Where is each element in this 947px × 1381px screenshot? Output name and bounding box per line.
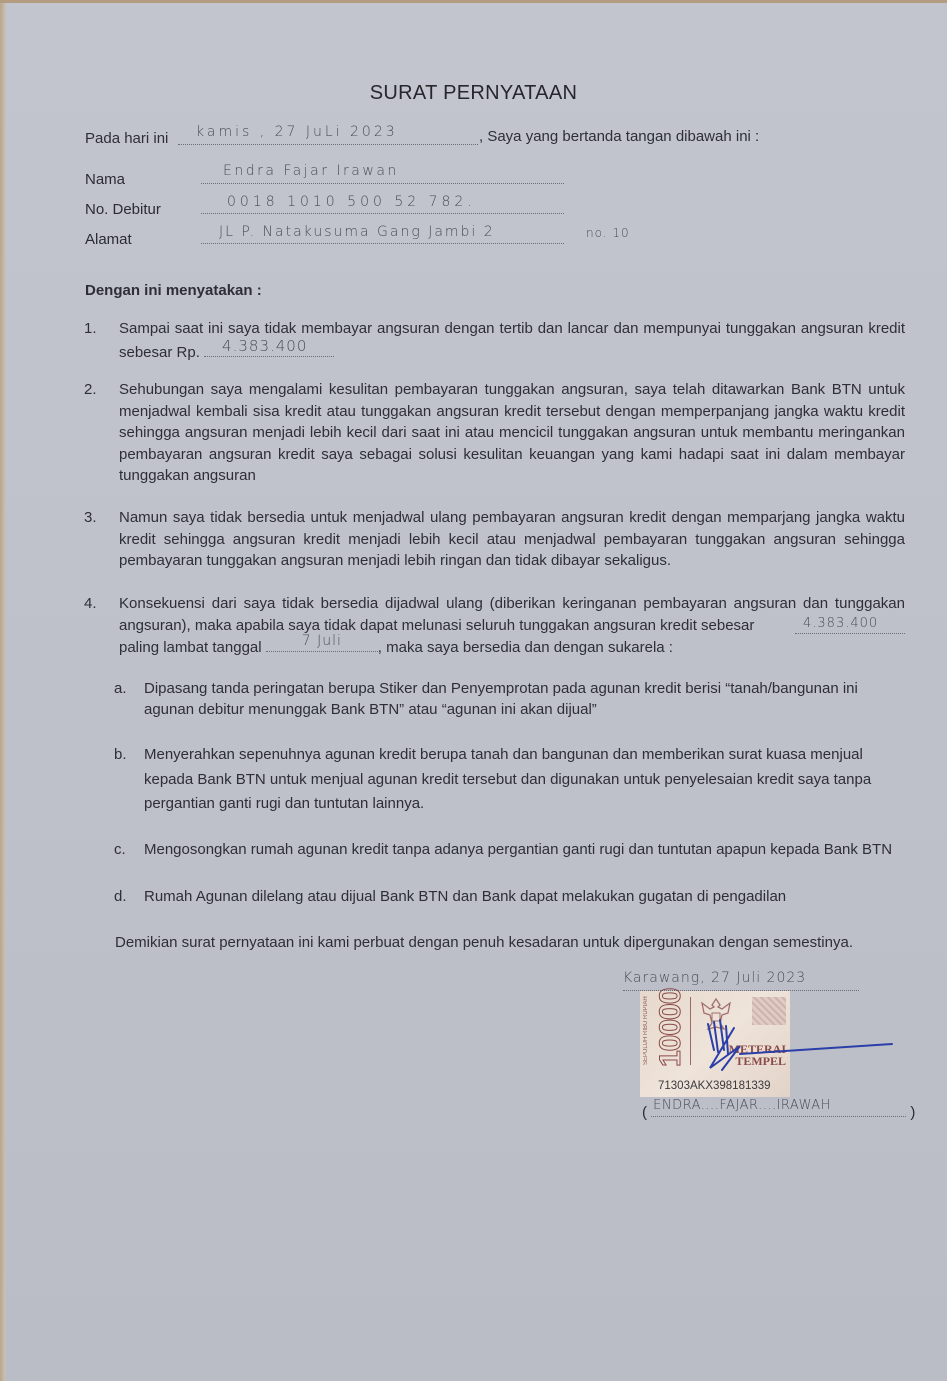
- field-alamat-value: JL P. Natakusuma Gang Jambi 2: [219, 224, 495, 240]
- deadline-handwritten: 7 Juli: [301, 633, 342, 649]
- item-line: menjadwal kembali sisa kredit atau tunggakan angsuran kredit tersebut dengan memperpanjang jangka waktu kredit: [119, 402, 905, 420]
- consequence-item-a: [114, 678, 904, 720]
- stamp-value: 10000: [654, 988, 687, 1067]
- amount-field: [204, 336, 334, 357]
- signer-name-line: [642, 1100, 915, 1121]
- field-nama-value: Endra Fajar Irawan: [223, 163, 399, 179]
- item-line: Rumah Agunan dilelang atau dijual Bank BTN dan Bank dapat melakukan gugatan di pengadilan: [144, 888, 787, 905]
- item-letter: b.: [114, 746, 127, 763]
- item-line: kepada Bank BTN untuk menjual agunan kredit tersebut dan digunakan untuk penyelesaian kredit saya tanpa: [144, 770, 872, 788]
- field-alamat-extra: no. 10: [586, 226, 630, 240]
- intro-suffix: , Saya yang bertanda tangan dibawah ini :: [479, 128, 760, 145]
- stamp-serial: 71303AKX398181339: [658, 1080, 771, 1092]
- deadline-line: [119, 633, 905, 659]
- stamp-side-text: SEPULUH RIBU RUPIAH: [643, 996, 649, 1066]
- item-line: Mengosongkan rumah agunan kredit tanpa adanya pergantian ganti rugi dan tuntutan apapun kepada Bank BTN: [144, 841, 893, 858]
- item-line: Dipasang tanda peringatan berupa Stiker dan Penyemprotan pada agunan kredit berisi “tanah/bangunan ini: [144, 680, 858, 697]
- item-line: pembayaran angsuran kredit saya sebagai solusi kesulitan keuangan yang kami hadapi saat ini dalam membayar: [119, 445, 905, 463]
- item-line: pergantian ganti rugi dan tuntutan lainnya.: [144, 795, 425, 812]
- field-no-debitur-value: 0018 1010 500 52 782.: [227, 194, 476, 210]
- item-line: tunggakan angsuran: [119, 467, 256, 484]
- amount-handwritten: 4.383.400: [222, 336, 308, 355]
- item-line: Konsekuensi dari saya tidak bersedia dijadwal ulang (diberikan keringanan pembayaran angsuran dan tunggakan: [119, 595, 905, 612]
- place-date-field: [623, 970, 859, 991]
- item-line: Sehubungan saya mengalami kesulitan pembayaran tunggakan angsuran, saya telah ditawarkan Bank BTN untuk: [119, 381, 905, 398]
- intro-date-field: [178, 124, 478, 145]
- item-number: 1.: [84, 320, 97, 337]
- stamp-label-line1: METERAI: [728, 1042, 786, 1056]
- intro-date-handwritten: kamis , 27 JuLi 2023: [196, 124, 398, 140]
- item-number: 4.: [84, 595, 97, 612]
- item-line: agunan debitur menunggak Bank BTN” atau “agunan ini akan dijual”: [144, 701, 597, 718]
- signature-scribble-icon: [700, 1010, 900, 1090]
- stamp-divider: [690, 997, 691, 1065]
- item-line: sehingga angsuran menjadi lebih kecil dari saat ini atau mencicil tunggakan angsuran untuk membantu meringankan: [119, 424, 905, 441]
- signer-name-field: [651, 1100, 906, 1117]
- item-line-with-amount: [119, 615, 905, 637]
- intro-prefix: Pada hari ini: [85, 130, 169, 147]
- item-line: Menyerahkan sepenuhnya agunan kredit berupa tanah dan bangunan dan memberikan surat kuasa menjual: [144, 746, 863, 763]
- amount-prefix: sebesar Rp.: [119, 343, 200, 361]
- item-line: Namun saya tidak bersedia untuk menjadwal ulang pembayaran angsuran kredit dengan memparjang jangka waktu: [119, 509, 905, 526]
- field-label-nama: Nama: [85, 171, 126, 188]
- deadline-suffix: , maka saya bersedia dan dengan sukarela :: [377, 639, 673, 656]
- deadline-prefix: paling lambat tanggal: [119, 639, 262, 656]
- consequence-item-d: [114, 886, 904, 908]
- stamp-label-line2: TEMPEL: [735, 1054, 786, 1068]
- field-label-alamat: Alamat: [85, 231, 132, 248]
- closing-statement: Demikian surat pernyataan ini kami perbuat dengan penuh kesadaran untuk dipergunakan dengan semestinya.: [115, 934, 853, 951]
- field-nama: [201, 164, 564, 184]
- amount-field: [795, 617, 905, 634]
- consequence-item-b: [114, 743, 904, 817]
- item-letter: c.: [114, 841, 126, 858]
- item-line: pembayaran tunggakan angsuran menjadi lebih ringan dan tidak dibayar sekaligus.: [119, 552, 672, 569]
- declaration-heading: Dengan ini menyatakan :: [85, 282, 262, 299]
- statement-item-4: [84, 593, 905, 659]
- consequence-item-c: [114, 839, 904, 861]
- statement-item-2: [84, 379, 905, 487]
- name-close-paren: ): [910, 1104, 916, 1121]
- field-alamat: [201, 224, 564, 244]
- item-amount-line: [119, 336, 905, 364]
- place-date-handwritten: Karawang, 27 Juli 2023: [623, 970, 807, 986]
- item-letter: a.: [114, 680, 127, 697]
- item-line: angsuran), maka apabila saya tidak dapat melunasi seluruh tunggakan angsuran kredit sebesar: [119, 616, 755, 634]
- item-line: Sampai saat ini saya tidak membayar angsuran dengan tertib dan lancar dan mempunyai tunggakan angsuran kredit: [119, 320, 905, 337]
- statement-item-3: [84, 507, 905, 572]
- item-number: 3.: [84, 509, 97, 526]
- item-letter: d.: [114, 888, 127, 905]
- field-label-no-debitur: No. Debitur: [85, 201, 161, 218]
- document-title: SURAT PERNYATAAN: [369, 82, 578, 104]
- amount-handwritten: 4.383.400: [803, 615, 879, 631]
- item-line: kredit sehingga angsuran kredit menjadi lebih kecil atau menjadwal pembayaran tunggakan angsuran sehingga: [119, 530, 905, 548]
- deadline-field: [266, 633, 378, 652]
- statement-item-1: [84, 318, 905, 363]
- field-no-debitur: [201, 194, 564, 214]
- item-number: 2.: [84, 381, 97, 398]
- name-open-paren: (: [642, 1104, 647, 1121]
- signer-name-handwritten: ENDRA....FAJAR....IRAWAH: [653, 1098, 831, 1113]
